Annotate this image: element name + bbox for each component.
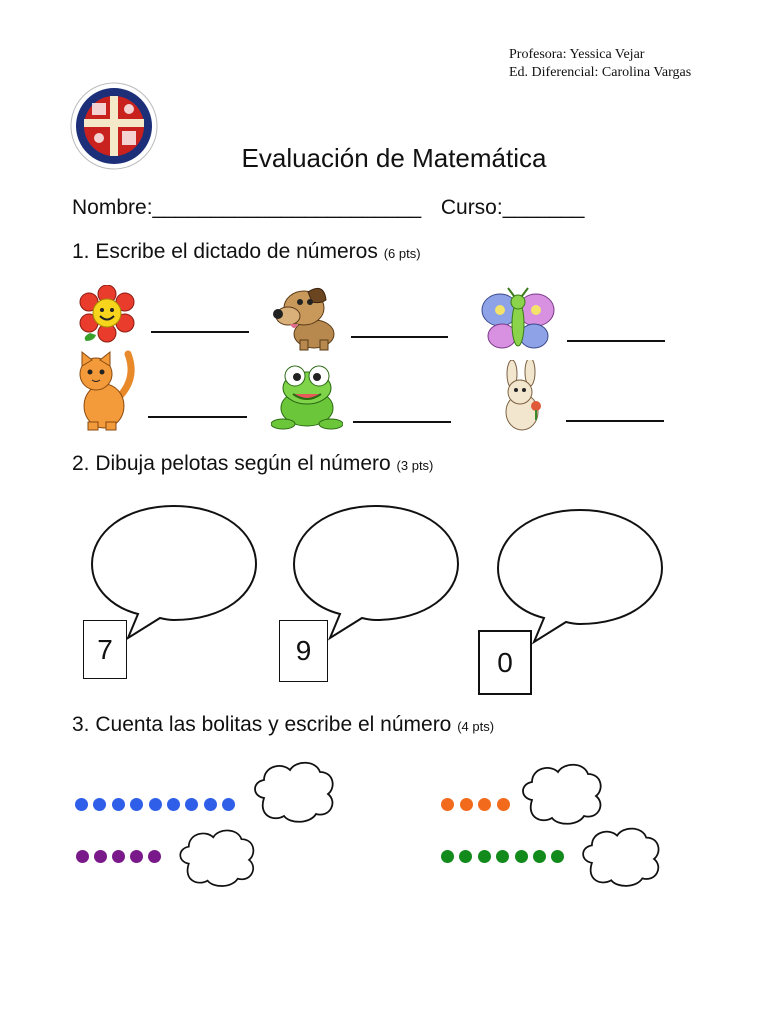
answer-line[interactable] xyxy=(566,420,664,422)
number-box-1: 7 xyxy=(83,620,127,679)
number-box-2: 9 xyxy=(279,620,328,682)
counting-dot xyxy=(167,798,180,811)
counting-dot xyxy=(497,798,510,811)
dog-icon xyxy=(272,280,340,352)
answer-line[interactable] xyxy=(567,340,665,342)
teacher-names xyxy=(509,46,691,82)
cloud-answer-4[interactable] xyxy=(577,824,665,890)
answer-line[interactable] xyxy=(148,416,247,418)
number-box-3: 0 xyxy=(478,630,532,695)
cloud-answer-3[interactable] xyxy=(173,826,261,890)
answer-line[interactable] xyxy=(351,336,448,338)
counting-dot xyxy=(112,850,125,863)
counting-dot xyxy=(222,798,235,811)
counting-dot xyxy=(130,798,143,811)
counting-dot xyxy=(76,850,89,863)
cat-icon xyxy=(72,350,140,432)
flower-icon xyxy=(76,285,138,343)
question-2: 2. Dibuja pelotas según el número (3 pts) xyxy=(72,452,434,475)
cloud-answer-2[interactable] xyxy=(518,760,606,828)
name-field[interactable]: Nombre:_______________________ xyxy=(72,196,422,219)
counting-dot xyxy=(551,850,564,863)
counting-dot xyxy=(185,798,198,811)
counting-dot xyxy=(130,850,143,863)
counting-dot xyxy=(112,798,125,811)
course-field[interactable]: Curso:_______ xyxy=(440,196,585,219)
rabbit-icon xyxy=(496,360,548,432)
question-3: 3. Cuenta las bolitas y escribe el número (4 pts) xyxy=(72,713,495,736)
counting-dot xyxy=(496,850,509,863)
counting-dot xyxy=(148,850,161,863)
frog-icon xyxy=(271,362,343,432)
counting-dot xyxy=(75,798,88,811)
counting-dot xyxy=(441,798,454,811)
counting-dot xyxy=(94,850,107,863)
counting-dot xyxy=(93,798,106,811)
counting-dot xyxy=(478,798,491,811)
butterfly-icon xyxy=(480,286,556,354)
special-ed-teacher-name: Ed. Diferencial: Carolina Vargas xyxy=(509,65,692,80)
counting-dot xyxy=(149,798,162,811)
teacher-name: Profesora: Yessica Vejar xyxy=(509,47,645,62)
name-course-row xyxy=(72,196,584,220)
counting-dot xyxy=(533,850,546,863)
answer-line[interactable] xyxy=(353,421,451,423)
counting-dot xyxy=(478,850,491,863)
cloud-answer-1[interactable] xyxy=(250,758,338,826)
answer-line[interactable] xyxy=(151,331,249,333)
counting-dot xyxy=(460,798,473,811)
question-1: 1. Escribe el dictado de números (6 pts) xyxy=(72,240,421,263)
counting-dot xyxy=(459,850,472,863)
page-title: Evaluación de Matemática xyxy=(241,143,547,173)
counting-dot xyxy=(515,850,528,863)
counting-dot xyxy=(441,850,454,863)
counting-dot xyxy=(204,798,217,811)
